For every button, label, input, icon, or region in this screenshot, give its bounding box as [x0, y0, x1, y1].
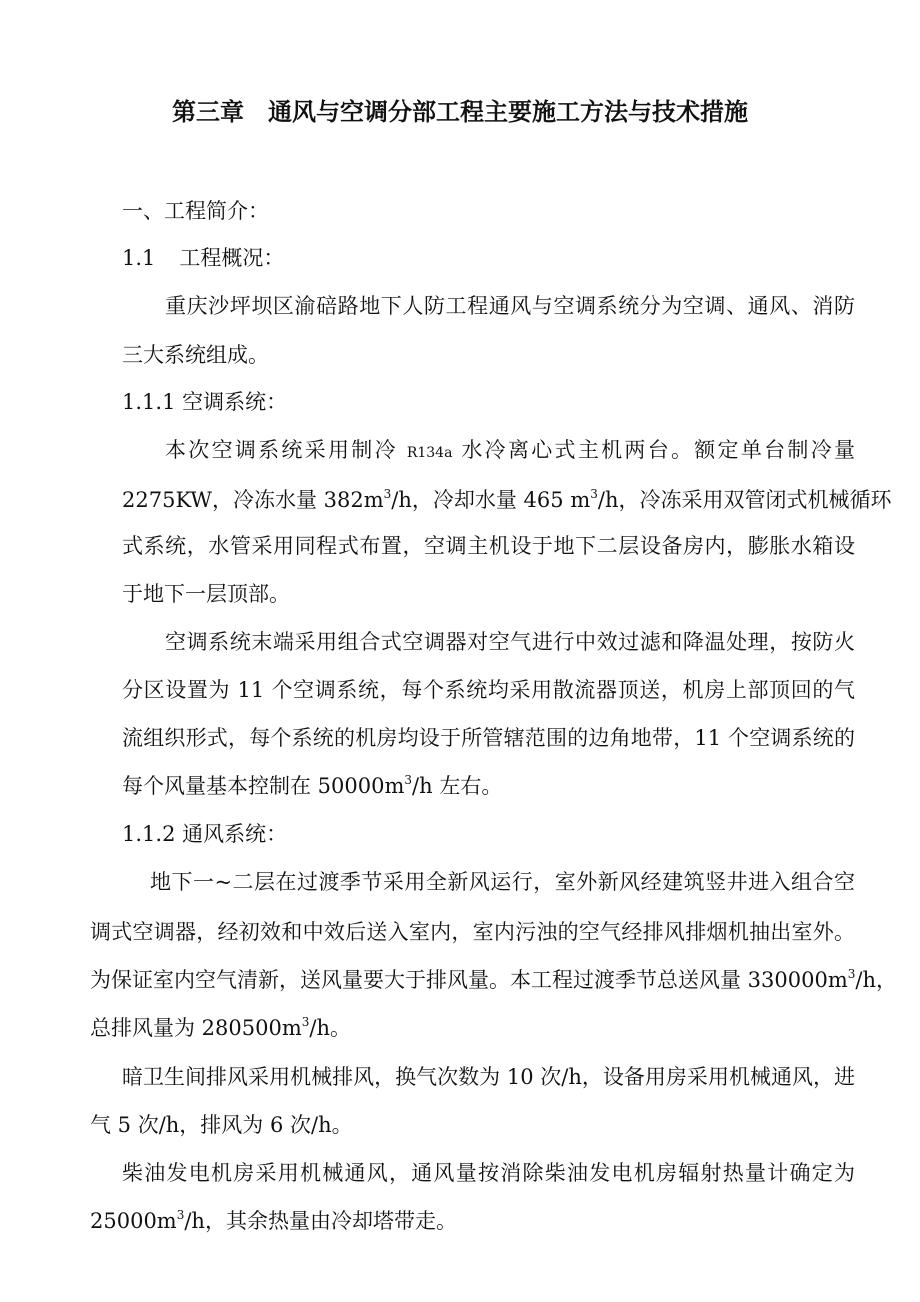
paragraph-line: 柴油发电机房采用机械通风，通风量按消除柴油发电机房辐射热量计确定为: [122, 1161, 855, 1185]
paragraph-line: 本次空调系统采用制冷 R134a 水冷离心式主机两台。额定单台制冷量: [165, 438, 855, 462]
paragraph-line: 分区设置为 11 个空调系统，每个系统均采用散流器顶送，机房上部顶回的气: [122, 678, 855, 702]
subsection-label: 空调系统：: [182, 390, 288, 414]
paragraph-line: 2275KW，冷冻水量 $382m^3/h$，冷却水量 465 $m^3/h$，冷冻采用双管闭式机械循环: [122, 487, 892, 512]
subsection-label: 通风系统：: [182, 822, 288, 846]
paragraph-line: 空调系统末端采用组合式空调器对空气进行中效过滤和降温处理，按防火: [165, 630, 855, 654]
paragraph-line: 于地下一层顶部。: [122, 582, 290, 606]
paragraph-line: 总排风量为 $280500m^3/h$。: [90, 1015, 352, 1040]
paragraph-line: 暗卫生间排风采用机械排风，换气次数为 10 次/h，设备用房采用机械通风，进: [122, 1065, 855, 1089]
paragraph-line: 重庆沙坪坝区渝碚路地下人防工程通风与空调系统分为空调、通风、消防: [165, 294, 855, 318]
subsection-label: 工程概况：: [179, 246, 285, 270]
subsection-heading-1-1-2: [122, 819, 287, 849]
subsection-heading-1-1: [122, 243, 284, 273]
paragraph-line: 流组织形式，每个系统的机房均设于所管辖范围的边角地带，11 个空调系统的: [122, 726, 855, 750]
subsection-heading-1-1-1: [122, 387, 287, 417]
paragraph-line: 式系统，水管采用同程式布置，空调主机设于地下二层设备房内，膨胀水箱设: [122, 534, 855, 558]
subsection-number: 1.1.1: [122, 390, 176, 414]
paragraph-line: 三大系统组成。: [122, 343, 269, 367]
section-heading: 一、工程简介：: [122, 199, 269, 223]
paragraph-line: 为保证室内空气清新，送风量要大于排风量。本工程过渡季节总送风量 $330000m^3/h$，: [90, 967, 898, 992]
paragraph-line: 地下一~二层在过渡季节采用全新风运行，室外新风经建筑竖井进入组合空: [150, 870, 855, 894]
paragraph-line: 气 5 次/h，排风为 6 次/h。: [90, 1113, 353, 1137]
subsection-number: 1.1: [122, 246, 156, 270]
subsection-number: 1.1.2: [122, 822, 176, 846]
paragraph-line: 调式空调器，经初效和中效后送入室内，室内污浊的空气经排风排烟机抽出室外。: [90, 920, 855, 944]
chapter-title: 第三章 通风与空调分部工程主要施工方法与技术措施: [172, 97, 748, 126]
refrigerant-code: R134a: [406, 445, 453, 461]
paragraph-line: $25000m^3/h$，其余热量由冷却塔带走。: [90, 1208, 457, 1233]
paragraph-line: 每个风量基本控制在 $50000m^3/h$ 左右。: [122, 773, 503, 798]
